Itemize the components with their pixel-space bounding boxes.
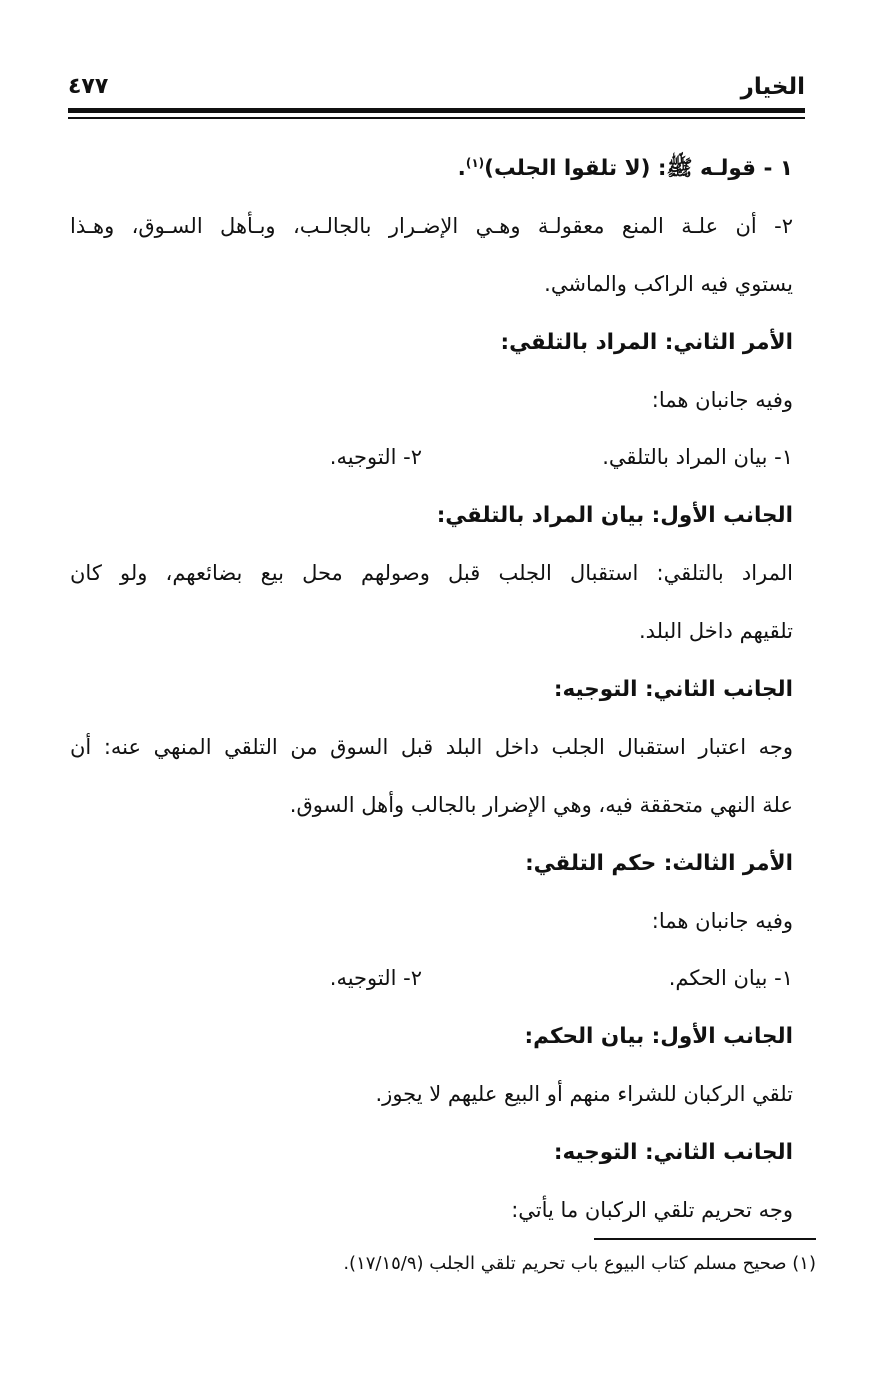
paragraph-line: وفيه جانبان هما: [651,908,793,933]
page-number: ٤٧٧ [68,74,109,99]
header-rule-thin [68,117,805,119]
paragraph-line: تلقي الركبان للشراء منهم أو البيع عليهم لا يجوز. [375,1082,793,1107]
paragraph-line: وفيه جانبان هما: [651,387,793,412]
section-heading: الأمر الثالث: حكم التلقي: [525,850,793,876]
paragraph-line: وجه تحريم تلقي الركبان ما يأتي: [511,1198,793,1223]
paragraph-line: علة النهي متحققة فيه، وهي الإضرار بالجالب وأهل السوق. [289,792,793,817]
running-title: الخيار [740,74,805,100]
paragraph-line: ٢- أن علـة المنع معقولـة وهـي الإضـرار بالجالـب، وبـأهل السـوق، وهـذا [70,213,793,238]
list-item: ٢- التوجيه. [329,445,422,470]
footnote-marker: (١) [465,155,485,170]
paragraph-line: يستوي فيه الراكب والماشي. [544,271,793,296]
hadith-tail: . [457,156,466,181]
list-item: ١- بيان المراد بالتلقي. [602,445,793,470]
page-header [68,70,805,104]
page-body [70,140,793,1240]
subsection-heading: الجانب الأول: بيان الحكم: [524,1024,793,1050]
footnote-separator [594,1238,816,1240]
two-column-list [70,950,793,1008]
list-item: ٢- التوجيه. [329,966,422,991]
paragraph-line: المراد بالتلقي: استقبال الجلب قبل وصولهم محل بيع بضائعهم، ولو كان [70,561,793,586]
subsection-heading: الجانب الثاني: التوجيه: [553,677,793,703]
subsection-heading: الجانب الأول: بيان المراد بالتلقي: [436,503,793,529]
paragraph-line: تلقيهم داخل البلد. [638,619,793,644]
hadith-text: ١ - قولـه ﷺ: (لا تلقوا الجلب) [484,156,793,181]
list-item: ١- بيان الحكم. [668,966,793,991]
header-rule-thick [68,108,805,113]
subsection-heading: الجانب الثاني: التوجيه: [553,1140,793,1166]
section-heading: الأمر الثاني: المراد بالتلقي: [500,329,793,355]
footnote: (١) صحيح مسلم كتاب البيوع باب تحريم تلقي الجلب (١٧/١٥/٩). [343,1253,816,1274]
two-column-list [70,429,793,487]
paragraph-line: وجه اعتبار استقبال الجلب داخل البلد قبل السوق من التلقي المنهي عنه: أن [70,734,793,759]
hadith-line [70,140,793,198]
